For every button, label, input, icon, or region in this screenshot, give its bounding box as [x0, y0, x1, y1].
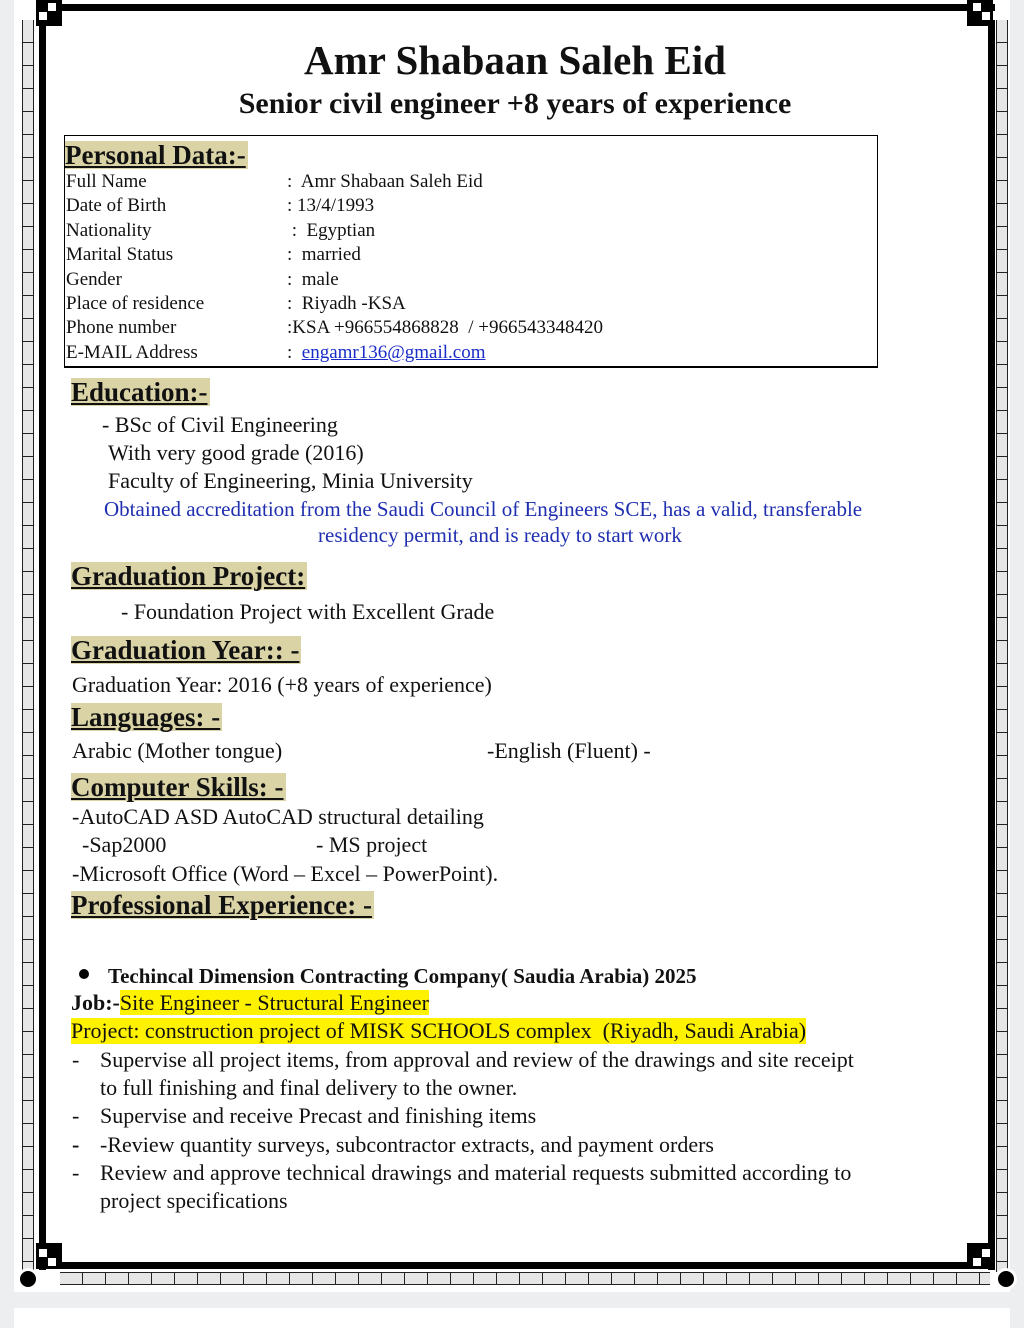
- language-arabic: Arabic (Mother tongue): [72, 738, 283, 763]
- field-value: : Amr Shabaan Saleh Eid: [287, 171, 483, 192]
- skill-line: -Sap2000: [82, 832, 167, 857]
- border-right-strip: [996, 20, 1008, 1272]
- field-label: Nationality: [66, 220, 152, 241]
- field-label: Gender: [66, 269, 122, 290]
- job-title: Site Engineer - Structural Engineer: [119, 990, 430, 1015]
- company-name: Techincal Dimension Contracting Company( Saudia Arabia) 2025: [108, 964, 697, 988]
- job-line: [71, 990, 429, 1016]
- corner-ornament: [967, 1243, 993, 1269]
- skill-line: - MS project: [316, 832, 428, 857]
- corner-ornament: [36, 1243, 62, 1269]
- field-value: : Egyptian: [287, 220, 376, 241]
- field-label: Phone number: [66, 317, 177, 338]
- next-page: [14, 1308, 1010, 1328]
- field-label: Full Name: [66, 171, 147, 192]
- dash: -: [72, 1160, 80, 1185]
- field-value: :: [287, 342, 302, 363]
- education-line: With very good grade (2016): [108, 440, 364, 465]
- skill-line: -Microsoft Office (Word – Excel – PowerPoint).: [72, 861, 499, 886]
- field-value: : 13/4/1993: [287, 195, 375, 216]
- duty-item: to full finishing and final delivery to the owner.: [100, 1075, 518, 1100]
- language-english: -English (Fluent) -: [487, 738, 651, 763]
- graduation-year-text: Graduation Year: 2016 (+8 years of experience): [72, 672, 492, 697]
- graduation-project-heading: Graduation Project:: [71, 561, 306, 591]
- border-left-strip: [22, 20, 34, 1272]
- duty-item: Supervise all project items, from approval and review of the drawings and site receipt: [100, 1047, 854, 1072]
- languages-heading: Languages: -: [71, 702, 221, 732]
- dash: -: [72, 1103, 80, 1128]
- field-label: Place of residence: [66, 293, 205, 314]
- project-line: Project: construction project of MISK SCHOOLS complex (Riyadh, Saudi Arabia): [71, 1018, 807, 1043]
- duty-item: Supervise and receive Precast and finishing items: [100, 1103, 537, 1128]
- skill-line: -AutoCAD ASD AutoCAD structural detailing: [72, 804, 484, 829]
- field-label: Date of Birth: [66, 195, 167, 216]
- duty-item: project specifications: [100, 1188, 288, 1213]
- corner-circle: [995, 1268, 1017, 1290]
- duty-item: -Review quantity surveys, subcontractor extracts, and payment orders: [100, 1132, 714, 1157]
- candidate-name: Amr Shabaan Saleh Eid: [304, 37, 726, 83]
- border-right-line: [988, 20, 995, 1270]
- field-value: :KSA +966554868828 / +966543348420: [287, 317, 603, 338]
- duty-item: Review and approve technical drawings and material requests submitted according to: [100, 1160, 852, 1185]
- field-label: E-MAIL Address: [66, 342, 198, 363]
- border-top-line: [40, 4, 995, 11]
- graduation-year-heading: Graduation Year:: -: [71, 635, 300, 665]
- email-link[interactable]: engamr136@gmail.com: [301, 342, 486, 363]
- email-row: [287, 342, 485, 364]
- experience-heading: Professional Experience: -: [71, 890, 372, 920]
- education-heading: Education:-: [71, 377, 208, 407]
- candidate-subtitle: Senior civil engineer +8 years of experience: [238, 87, 792, 120]
- border-bottom-strip: [60, 1272, 990, 1285]
- border-bottom-line: [40, 1262, 995, 1269]
- job-label: Job:-: [71, 990, 120, 1015]
- computer-skills-heading: Computer Skills: -: [71, 772, 284, 802]
- graduation-project-text: - Foundation Project with Excellent Grade: [121, 599, 495, 624]
- personal-data-heading: Personal Data:-: [65, 140, 246, 170]
- dash: -: [72, 1047, 80, 1072]
- corner-ornament: [967, 0, 993, 26]
- accreditation-note: residency permit, and is ready to start work: [318, 523, 682, 547]
- corner-circle: [17, 1268, 39, 1290]
- accreditation-note: Obtained accreditation from the Saudi Council of Engineers SCE, has a valid, transferable: [104, 497, 863, 521]
- bullet-icon: [79, 969, 89, 979]
- corner-ornament: [36, 0, 62, 26]
- education-line: Faculty of Engineering, Minia University: [108, 468, 473, 493]
- dash: -: [72, 1132, 80, 1157]
- education-line: - BSc of Civil Engineering: [102, 412, 338, 437]
- field-value: : Riyadh -KSA: [287, 293, 406, 314]
- border-left-line: [39, 20, 46, 1270]
- field-value: : married: [287, 244, 361, 265]
- field-value: : male: [287, 269, 339, 290]
- field-label: Marital Status: [66, 244, 174, 265]
